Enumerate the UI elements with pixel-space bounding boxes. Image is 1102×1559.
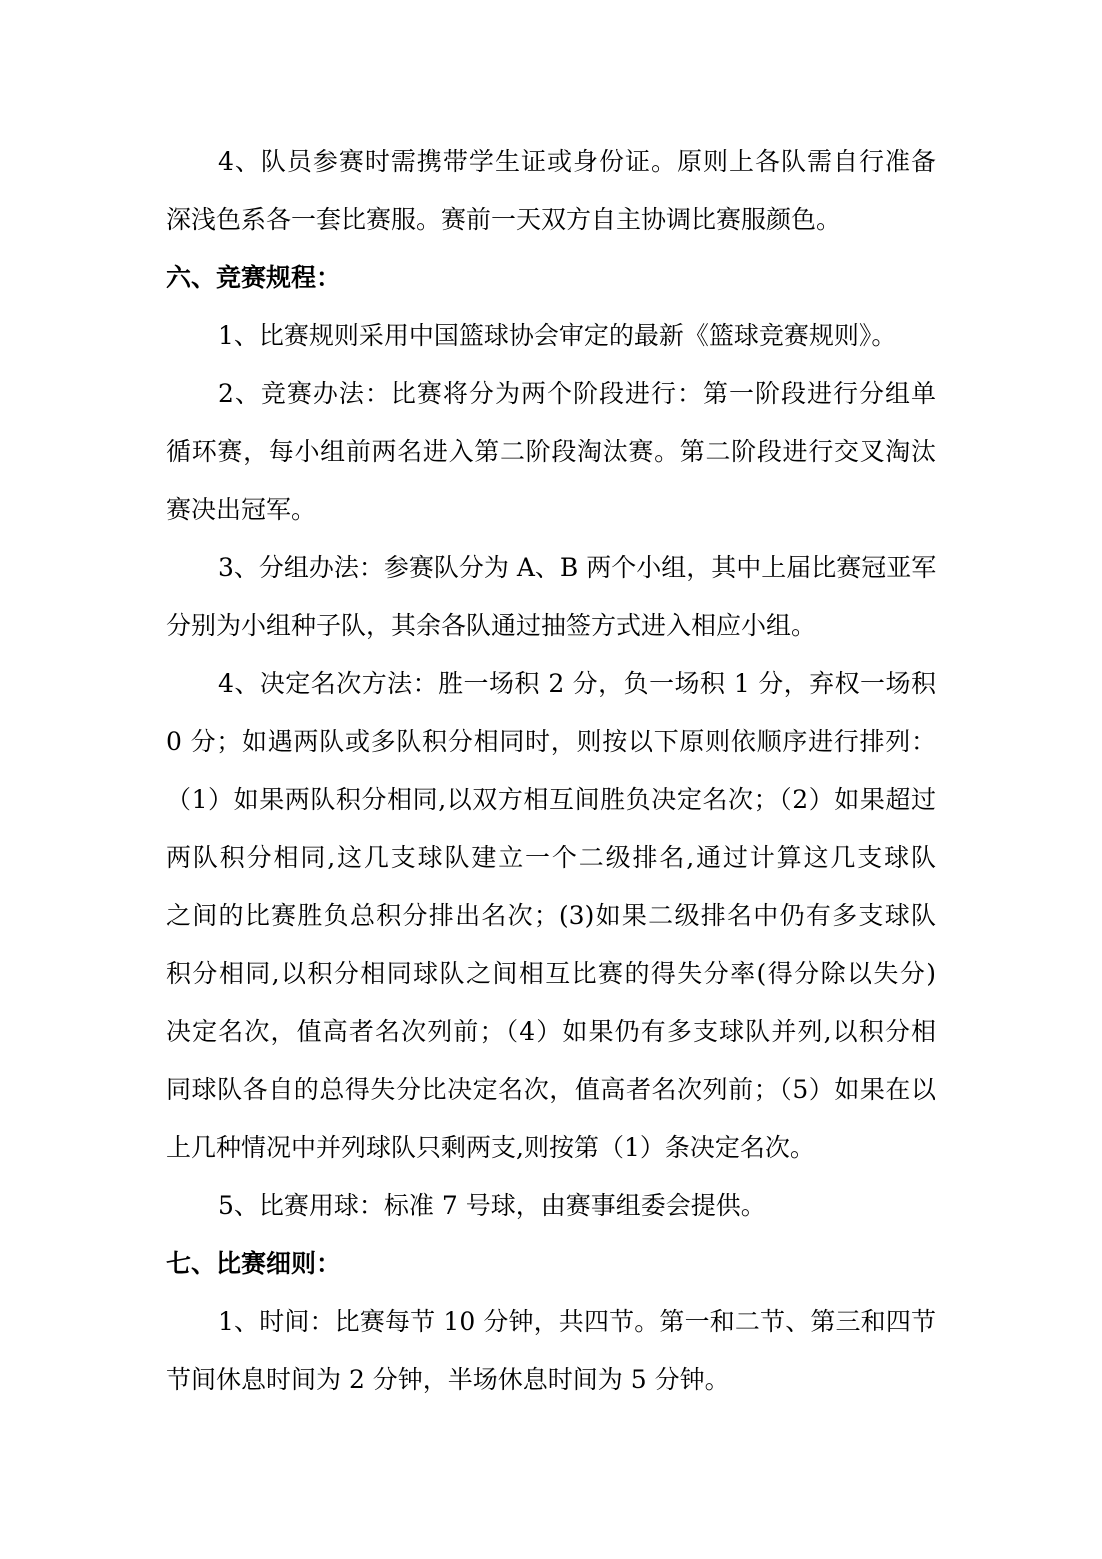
paragraph-line: 循环赛，每小组前两名进入第二阶段淘汰赛。第二阶段进行交叉淘汰 <box>166 437 936 466</box>
paragraph-line: 4、决定名次方法：胜一场积 2 分，负一场积 1 分，弃权一场积 <box>218 669 936 698</box>
paragraph <box>166 1177 936 1235</box>
paragraph <box>166 655 936 1177</box>
paragraph <box>166 307 936 365</box>
paragraph-line: 同球队各自的总得失分比决定名次，值高者名次列前；（5）如果在以 <box>166 1075 936 1104</box>
paragraph-line: 1、比赛规则采用中国篮球协会审定的最新《篮球竞赛规则》。 <box>218 321 897 350</box>
paragraph-line: 上几种情况中并列球队只剩两支,则按第（1）条决定名次。 <box>166 1133 815 1162</box>
paragraph-line: 0 分；如遇两队或多队积分相同时，则按以下原则依顺序进行排列： <box>166 727 936 756</box>
paragraph-line: 深浅色系各一套比赛服。赛前一天双方自主协调比赛服颜色。 <box>166 205 842 234</box>
paragraph-line: 之间的比赛胜负总积分排出名次；(3)如果二级排名中仍有多支球队 <box>166 901 936 930</box>
paragraph-line: 1、时间：比赛每节 10 分钟，共四节。第一和二节、第三和四节 <box>218 1307 936 1336</box>
paragraph-line: 积分相同,以积分相同球队之间相互比赛的得失分率(得分除以失分) <box>166 959 936 988</box>
paragraph-line: 2、竞赛办法：比赛将分为两个阶段进行：第一阶段进行分组单 <box>218 379 936 408</box>
paragraph-line: 两队积分相同,这几支球队建立一个二级排名,通过计算这几支球队 <box>166 843 936 872</box>
section-heading: 六、竞赛规程： <box>166 263 342 292</box>
paragraph-line: 3、分组办法：参赛队分为 A、B 两个小组，其中上届比赛冠亚军 <box>218 553 936 582</box>
paragraph-line: 分别为小组种子队，其余各队通过抽签方式进入相应小组。 <box>166 611 817 640</box>
paragraph-line: （1）如果两队积分相同,以双方相互间胜负决定名次；（2）如果超过 <box>166 785 936 814</box>
paragraph <box>166 133 936 249</box>
paragraph-line: 赛决出冠军。 <box>166 495 317 524</box>
paragraph-line: 节间休息时间为 2 分钟，半场休息时间为 5 分钟。 <box>166 1365 730 1394</box>
document-page <box>166 133 936 1409</box>
paragraph <box>166 539 936 655</box>
paragraph <box>166 365 936 539</box>
paragraph <box>166 1293 936 1409</box>
paragraph-line: 4、队员参赛时需携带学生证或身份证。原则上各队需自行准备 <box>218 147 936 176</box>
section-heading: 七、比赛细则： <box>166 1249 342 1278</box>
paragraph-line: 5、比赛用球：标准 7 号球，由赛事组委会提供。 <box>218 1191 766 1220</box>
paragraph-line: 决定名次，值高者名次列前；（4）如果仍有多支球队并列,以积分相 <box>166 1017 936 1046</box>
